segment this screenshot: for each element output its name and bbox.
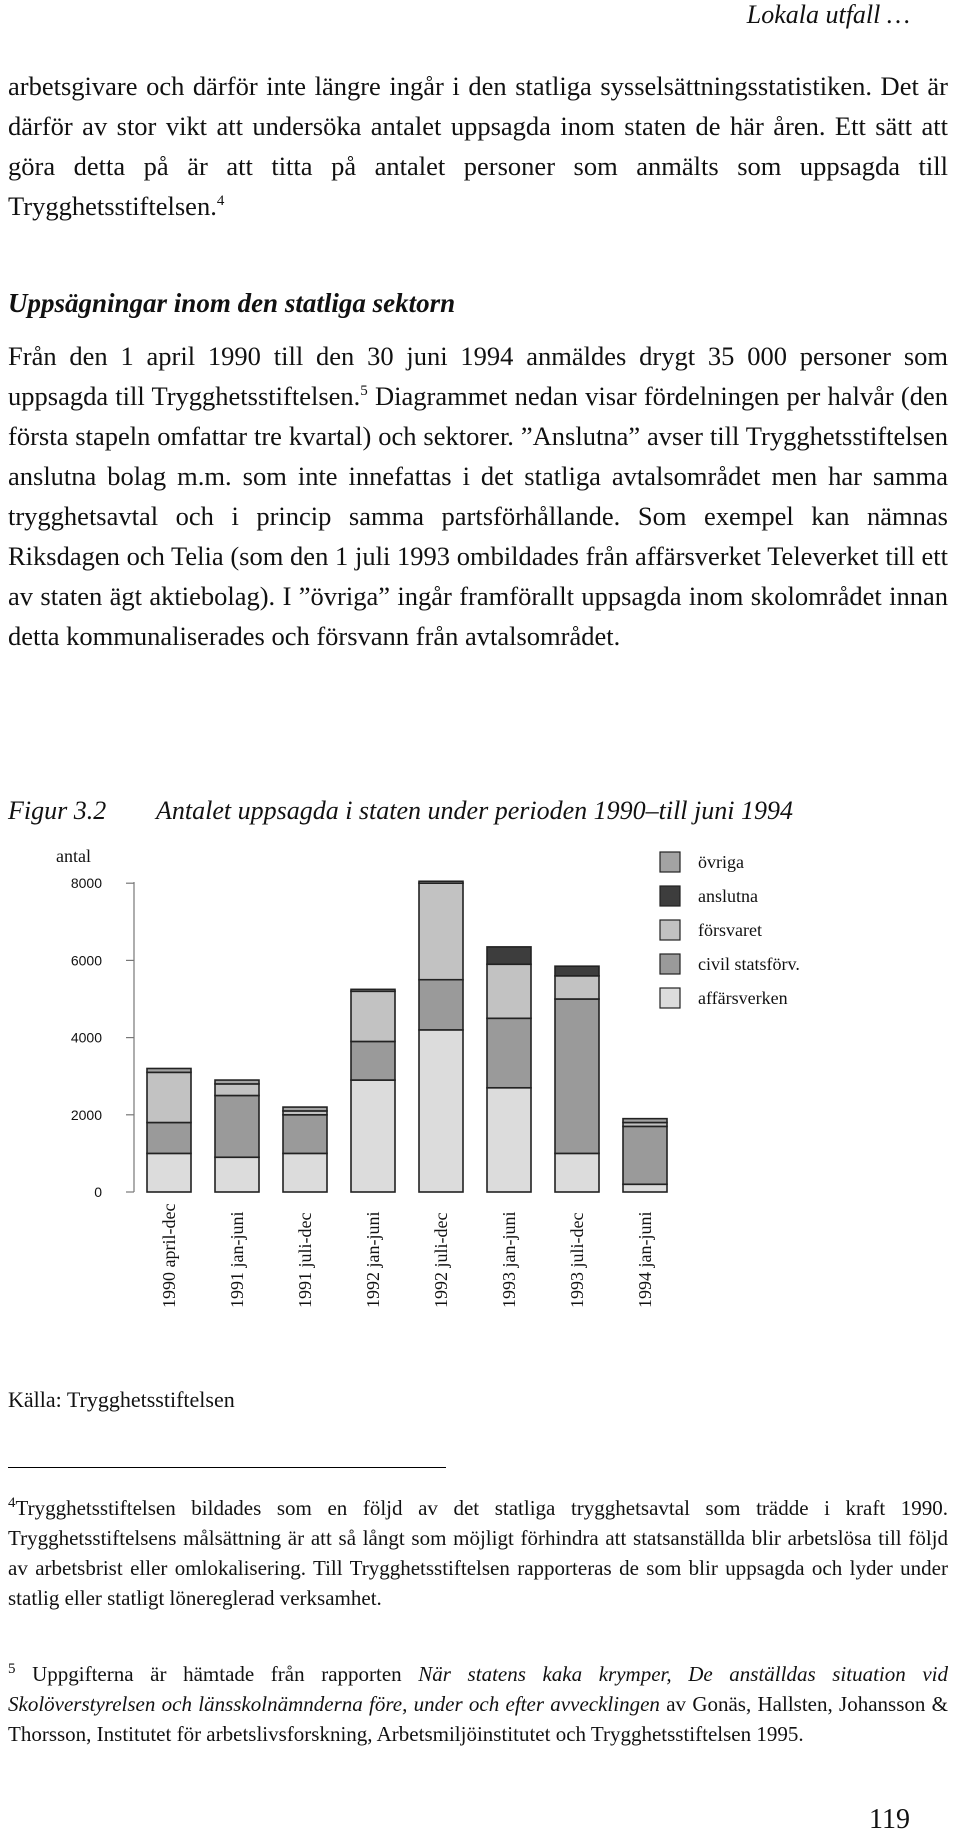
- legend-label: försvaret: [698, 920, 762, 940]
- legend-swatch: [660, 988, 680, 1008]
- bar-segment: [487, 1088, 531, 1192]
- footnote-5: [8, 1659, 948, 1749]
- chart-x-labels: [159, 1204, 655, 1308]
- running-title: Lokala utfall …: [746, 0, 910, 29]
- footnote-4-text: Trygghetsstiftelsen bildades som en följd av det statliga trygghetsavtal som trädde i kraft 1990. Trygghetsstiftelsens målsättning är att så långt som möjligt förhindra att statsanställda blir arbetslösa till följd av arbetsbrist eller omlokalisering. Till Trygghetsstiftelsen rapporteras de som blir uppsagda och lyder under statlig eller statligt lönereglerad verksamhet.: [8, 1496, 948, 1610]
- x-tick-label: 1991 juli-dec: [295, 1212, 315, 1308]
- bar-segment: [487, 964, 531, 1018]
- y-tick-label: 4000: [70, 1029, 102, 1046]
- x-tick-label: 1993 juli-dec: [567, 1212, 587, 1308]
- page-number: 119: [869, 1804, 910, 1835]
- bar-segment: [351, 1080, 395, 1192]
- legend-swatch: [660, 954, 680, 974]
- bar-segment: [419, 881, 463, 883]
- y-axis-title: antal: [56, 846, 91, 866]
- footnote-5-text-b: av Gonäs, Hallsten, Johansson & Thorsson, Institutet för arbetslivsforskning, Arbetsmiljöinstitutet och Trygghetsstiftelsen 1995.: [8, 1692, 949, 1746]
- legend-swatch: [660, 852, 680, 872]
- bar-segment: [215, 1157, 259, 1192]
- bar-segment: [419, 980, 463, 1030]
- x-tick-label: 1990 april-dec: [159, 1203, 179, 1308]
- bar-segment: [487, 1018, 531, 1087]
- bar-segment: [487, 947, 531, 964]
- footnote-4: [8, 1493, 948, 1613]
- bar-segment: [351, 991, 395, 1041]
- bar-segment: [283, 1153, 327, 1192]
- footnote-ref-5[interactable]: 5: [360, 383, 368, 400]
- footnote-4-number: 4: [8, 1495, 16, 1511]
- bar-segment: [147, 1072, 191, 1122]
- bar-segment: [555, 1153, 599, 1192]
- figure-title: Antalet uppsagda i staten under perioden 1990–till juni 1994: [156, 796, 793, 825]
- bar-segment: [147, 1153, 191, 1192]
- legend-label: övriga: [698, 852, 744, 872]
- figure-number: Figur 3.2: [8, 796, 107, 825]
- chart-legend: [660, 852, 800, 1008]
- x-tick-label: 1992 jan-juni: [363, 1211, 383, 1308]
- x-tick-label: 1994 jan-juni: [635, 1211, 655, 1308]
- bar-segment: [555, 976, 599, 999]
- bar-segment: [351, 989, 395, 991]
- bar-segment: [555, 966, 599, 976]
- figure-source: Källa: Trygghetsstiftelsen: [8, 1387, 235, 1412]
- bar-segment: [555, 999, 599, 1153]
- y-tick-label: 2000: [70, 1106, 102, 1123]
- chart-bars: [147, 881, 667, 1192]
- legend-swatch: [660, 886, 680, 906]
- footnote-divider: [8, 1467, 446, 1468]
- bar-segment: [623, 1119, 667, 1123]
- bar-segment: [623, 1126, 667, 1184]
- legend-swatch: [660, 920, 680, 940]
- x-tick-label: 1991 jan-juni: [227, 1211, 247, 1308]
- bar-segment: [147, 1068, 191, 1072]
- x-tick-label: 1992 juli-dec: [431, 1212, 451, 1308]
- paragraph-main-text-a: Från den 1 april 1990 till den 30 juni 1994 anmäldes drygt 35 000 personer som uppsagda till Trygghetsstiftelsen.: [8, 341, 948, 411]
- stacked-bar-chart: [0, 838, 960, 1358]
- x-tick-label: 1993 jan-juni: [499, 1211, 519, 1308]
- paragraph-intro: [8, 66, 948, 226]
- footnote-ref-4[interactable]: 4: [216, 193, 225, 210]
- bar-segment: [351, 1041, 395, 1080]
- y-tick-label: 8000: [70, 875, 102, 892]
- bar-segment: [215, 1084, 259, 1096]
- footnote-5-report-title: När statens kaka krymper, De anställdas situation vid Skolöverstyrelsen och länsskolnämnderna före, under och efter avvecklingen: [8, 1662, 949, 1716]
- chart-axes: [56, 846, 134, 1200]
- paragraph-main-text-b: Diagrammet nedan visar fördelningen per halvår (den första stapeln omfattar tre kvartal) och sektorer. ”Anslutna” avser till Trygghetsstiftelsen anslutna bolag m.m. som inte innefattas i det statliga avtalsområdet men har samma trygghetsavtal och i princip samma partsförhållande. Som exempel kan nämnas Riksdagen och Telia (som den 1 juli 1993 ombildades från affärsverket Televerket till ett av staten ägt aktiebolag). I ”övriga” ingår framförallt uppsagda inom skolområdet innan detta kommunaliserades och försvann från avtalsområdet.: [8, 381, 948, 651]
- bar-segment: [215, 1096, 259, 1158]
- bar-segment: [283, 1107, 327, 1111]
- bar-segment: [147, 1123, 191, 1154]
- paragraph-intro-text: arbetsgivare och därför inte längre ingår i den statliga sysselsättningsstatistiken. Det är därför av stor vikt att undersöka antalet uppsagda inom staten de här åren. Ett sätt att göra detta på är att titta på antalet personer som anmälts som uppsagda till Trygghetsstiftelsen.: [8, 71, 948, 221]
- bar-segment: [419, 883, 463, 980]
- legend-label: anslutna: [698, 886, 758, 906]
- y-tick-label: 6000: [70, 952, 102, 969]
- footnote-5-number: 5: [8, 1661, 16, 1677]
- legend-label: civil statsförv.: [698, 954, 800, 974]
- figure-caption: [8, 796, 958, 826]
- footnote-5-text-a: Uppgifterna är hämtade från rapporten: [32, 1662, 419, 1686]
- bar-segment: [215, 1080, 259, 1084]
- y-tick-label: 0: [94, 1184, 102, 1200]
- paragraph-main: [8, 336, 948, 656]
- bar-segment: [283, 1115, 327, 1154]
- bar-segment: [623, 1184, 667, 1192]
- section-heading: Uppsägningar inom den statliga sektorn: [8, 288, 456, 318]
- legend-label: affärsverken: [698, 988, 788, 1008]
- bar-segment: [419, 1030, 463, 1192]
